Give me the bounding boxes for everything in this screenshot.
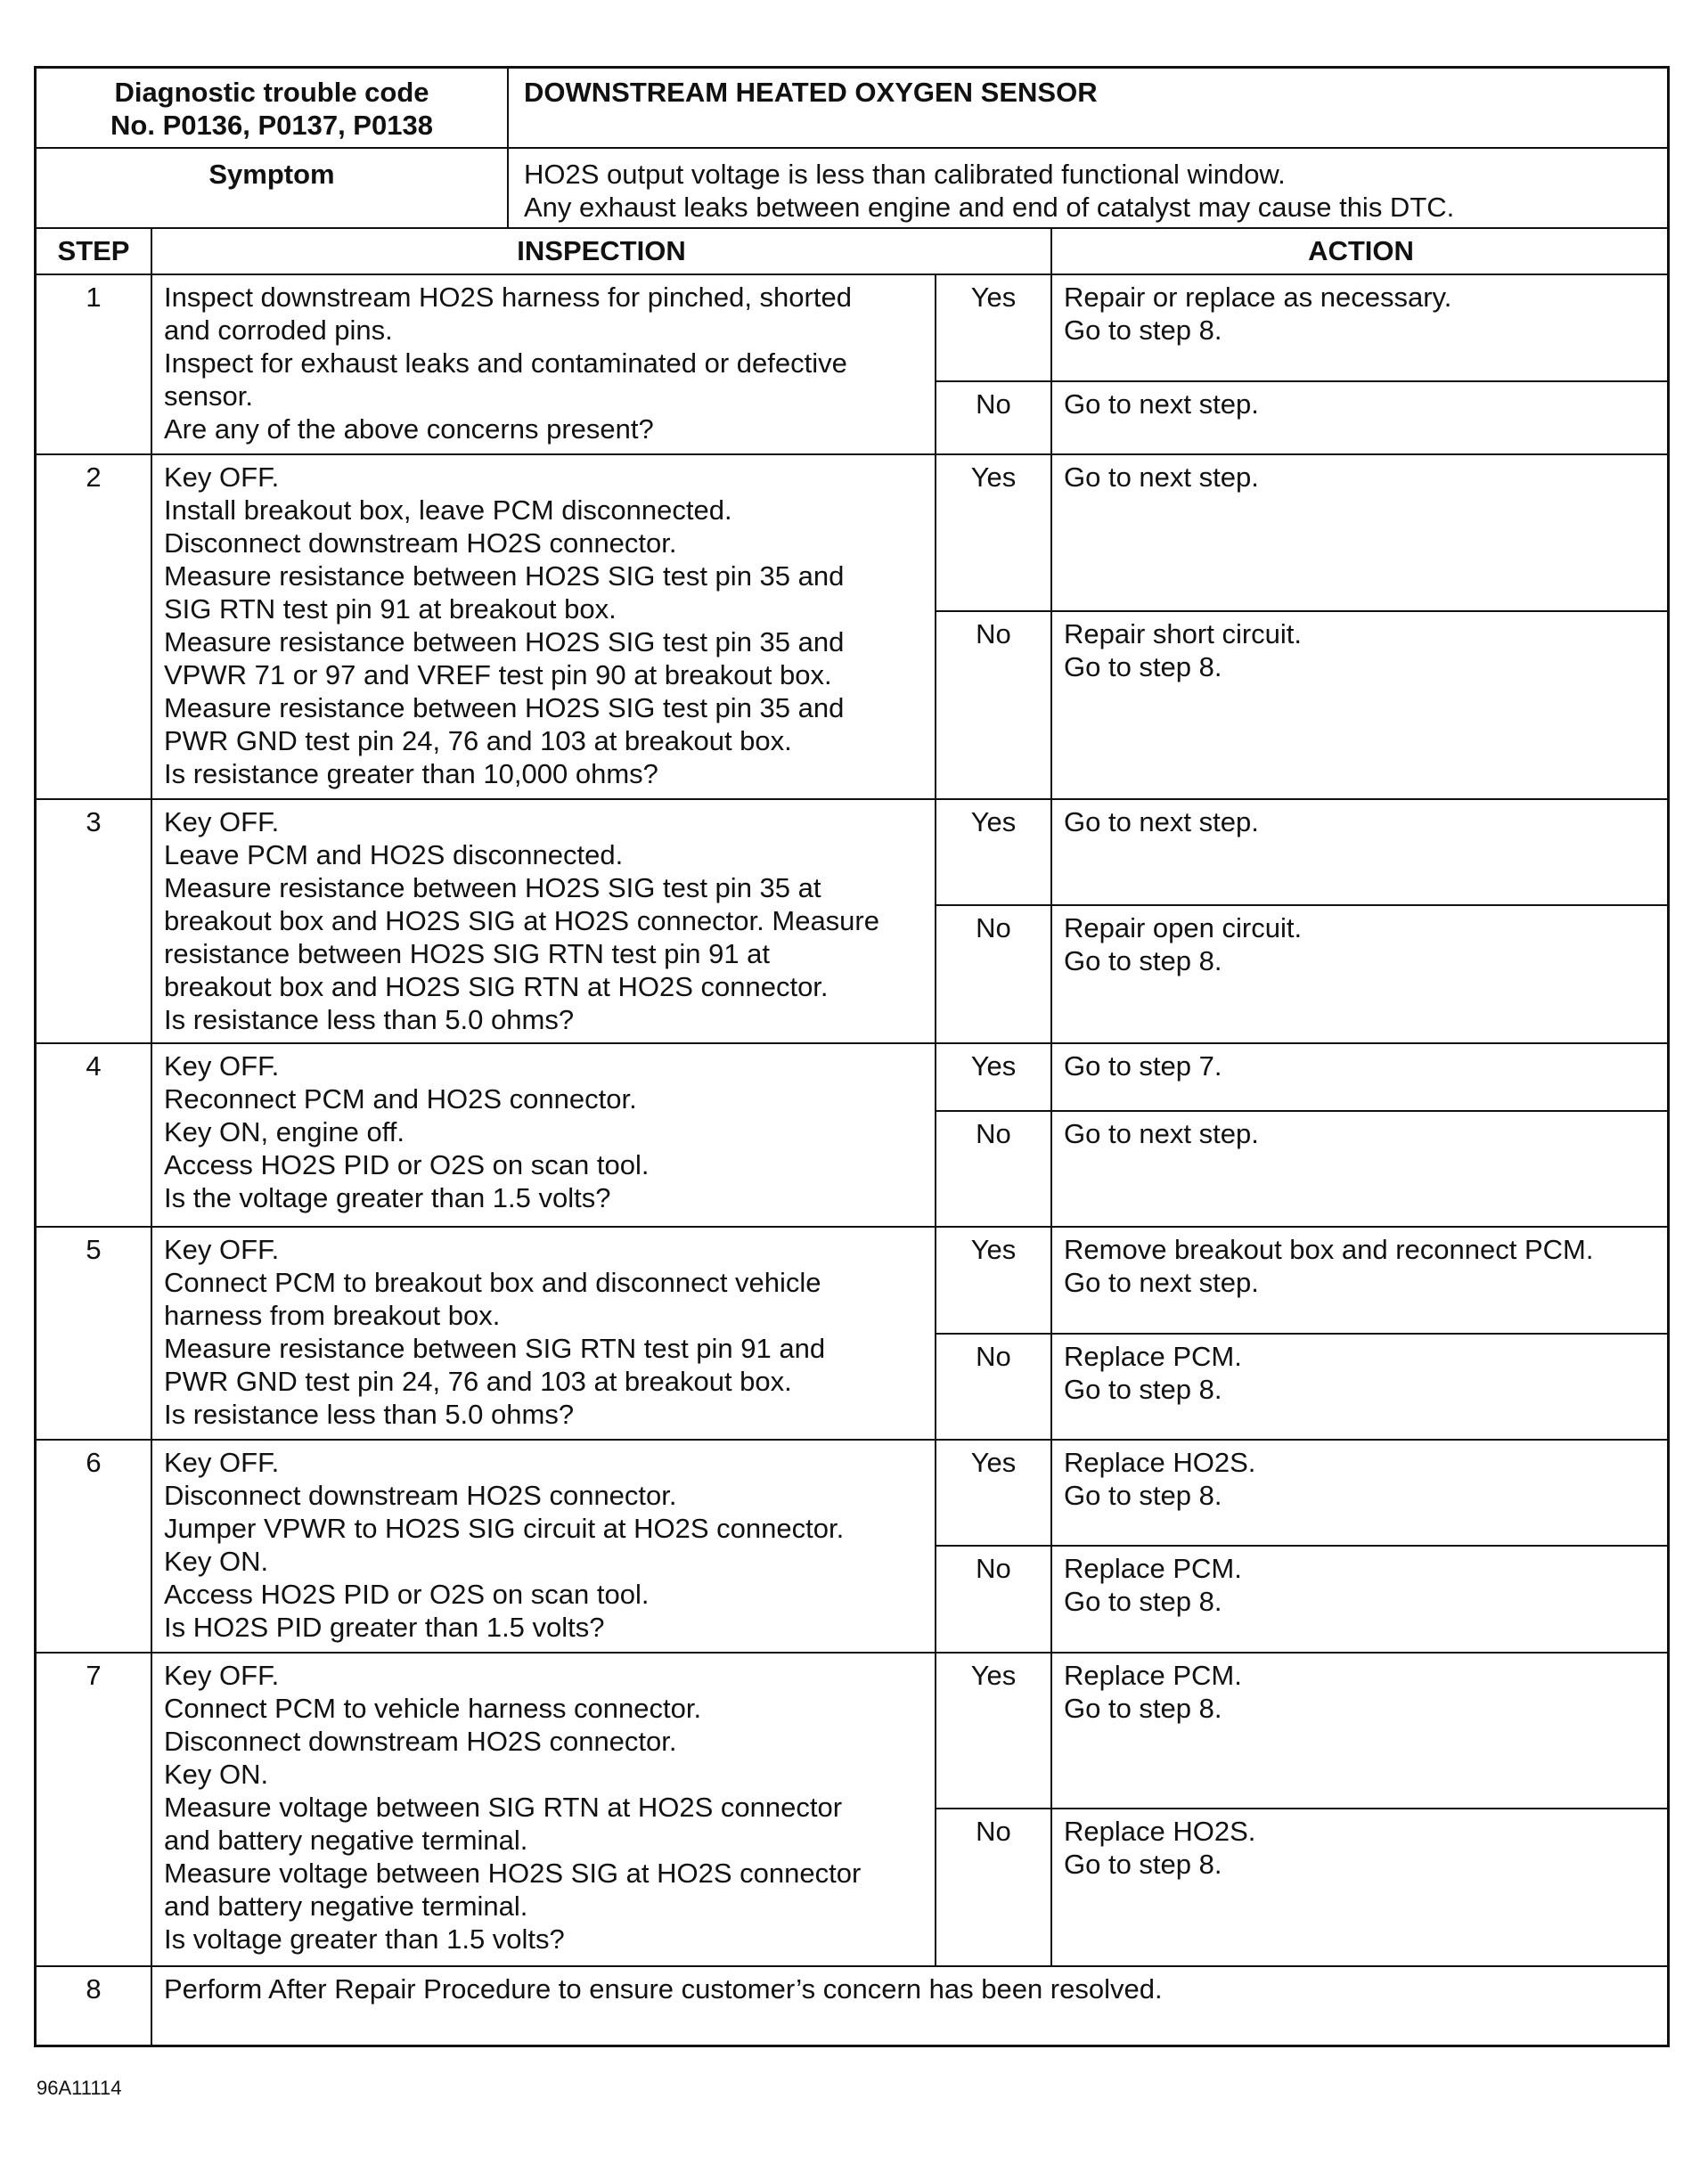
no-label: No — [976, 1341, 1011, 1372]
no-action: Repair open circuit. Go to step 8. — [1064, 912, 1303, 976]
no-label: No — [976, 618, 1011, 649]
rule-header-divider — [507, 69, 509, 227]
rule-step2-split — [935, 610, 1668, 612]
step-number: 2 — [86, 461, 102, 493]
figure-code: 96A11114 — [37, 2077, 122, 2099]
no-action: Replace PCM. Go to step 8. — [1064, 1341, 1242, 1405]
rule-step1-split — [935, 380, 1668, 382]
rule-answer-right — [1050, 274, 1052, 1965]
no-label: No — [976, 1553, 1011, 1584]
rule-step6-bottom — [37, 1652, 1667, 1654]
no-label: No — [976, 388, 1011, 420]
step-number: 7 — [86, 1660, 102, 1691]
column-header-step: STEP — [57, 235, 130, 266]
no-action: Go to next step. — [1064, 388, 1259, 420]
rule-step6-split — [935, 1545, 1668, 1547]
step-inspection: Key OFF. Reconnect PCM and HO2S connector. Key ON, engine off. Access HO2S PID or O2S on scan tool. Is the voltage greater than 1.5 volts? — [164, 1050, 650, 1213]
column-header-action: ACTION — [1308, 235, 1414, 266]
yes-action: Go to step 7. — [1064, 1050, 1222, 1082]
step-number: 8 — [86, 1973, 102, 2005]
step-inspection: Key OFF. Leave PCM and HO2S disconnected. Measure resistance between HO2S SIG test pin 35 at breakout box and HO2S SIG at HO2S connector. Measure resistance between HO2S SIG RTN test pin 91 at breakout box and HO2S SIG RTN at HO2S connector. Is resistance less than 5.0 ohms? — [164, 806, 879, 1035]
rule-step5-split — [935, 1333, 1668, 1335]
step-inspection: Perform After Repair Procedure to ensure customer’s concern has been resolved. — [164, 1973, 1163, 2005]
column-header-inspection: INSPECTION — [517, 235, 686, 266]
yes-action: Remove breakout box and reconnect PCM. Go to next step. — [1064, 1234, 1594, 1298]
rule-header-bottom — [37, 147, 1667, 149]
step-number: 6 — [86, 1447, 102, 1478]
step-number: 1 — [86, 282, 102, 313]
rule-step3-split — [935, 904, 1668, 906]
yes-label: Yes — [970, 1660, 1017, 1691]
yes-action: Repair or replace as necessary. Go to step 8. — [1064, 282, 1452, 346]
no-action: Repair short circuit. Go to step 8. — [1064, 618, 1303, 682]
step-number: 3 — [86, 806, 102, 837]
yes-action: Replace HO2S. Go to step 8. — [1064, 1447, 1256, 1511]
dtc-label: Diagnostic trouble code No. P0136, P0137, P0138 — [110, 77, 433, 141]
rule-step7-bottom — [37, 1965, 1667, 1967]
page-title: DOWNSTREAM HEATED OXYGEN SENSOR — [524, 77, 1098, 108]
rule-step4-split — [935, 1110, 1668, 1112]
step-inspection: Key OFF. Install breakout box, leave PCM disconnected. Disconnect downstream HO2S connector. Measure resistance between HO2S SIG test pin 35 and SIG RTN test pin 91 at breakout box. Measure resistance between HO2S SIG test pin 35 and VPWR 71 or 97 and VREF test pin 90 at breakout box. Measure resistance between HO2S SIG test pin 35 and PWR GND test pin 24, 76 and 103 at breakout box. Is resistance greater than 10,000 ohms? — [164, 461, 845, 789]
rule-step1-bottom — [37, 453, 1667, 455]
rule-colheader-bottom — [37, 274, 1667, 275]
yes-label: Yes — [970, 282, 1017, 313]
yes-action: Go to next step. — [1064, 461, 1259, 493]
rule-step3-bottom — [37, 1042, 1667, 1044]
step-number: 4 — [86, 1050, 102, 1082]
rule-symptom-bottom — [37, 227, 1667, 229]
rule-step2-bottom — [37, 798, 1667, 800]
yes-label: Yes — [970, 461, 1017, 493]
no-action: Go to next step. — [1064, 1118, 1259, 1149]
rule-step5-bottom — [37, 1439, 1667, 1441]
yes-label: Yes — [970, 1234, 1017, 1265]
symptom-text: HO2S output voltage is less than calibrated functional window. Any exhaust leaks between engine and end of catalyst may cause this DTC. — [524, 159, 1455, 223]
rule-step7-split — [935, 1808, 1668, 1809]
step-inspection: Key OFF. Disconnect downstream HO2S connector. Jumper VPWR to HO2S SIG circuit at HO2S connector. Key ON. Access HO2S PID or O2S on scan tool. Is HO2S PID greater than 1.5 volts? — [164, 1447, 845, 1643]
no-label: No — [976, 912, 1011, 943]
step-inspection: Key OFF. Connect PCM to breakout box and disconnect vehicle harness from breakout box. Measure resistance between SIG RTN test pin 91 and PWR GND test pin 24, 76 and 103 at breakout box. Is resistance less than 5.0 ohms? — [164, 1234, 826, 1430]
yes-action: Replace PCM. Go to step 8. — [1064, 1660, 1242, 1724]
rule-step4-bottom — [37, 1226, 1667, 1228]
yes-label: Yes — [970, 806, 1017, 837]
step-inspection: Key OFF. Connect PCM to vehicle harness connector. Disconnect downstream HO2S connector. Key ON. Measure voltage between SIG RTN at HO2S connector and battery negative terminal. Measure voltage between HO2S SIG at HO2S connector and battery negative terminal. Is voltage greater than 1.5 volts? — [164, 1660, 862, 1955]
yes-label: Yes — [970, 1050, 1017, 1082]
rule-step-column — [151, 227, 152, 2047]
diagnostic-table — [34, 66, 1670, 2047]
no-action: Replace PCM. Go to step 8. — [1064, 1553, 1242, 1617]
yes-action: Go to next step. — [1064, 806, 1259, 837]
symptom-label: Symptom — [208, 159, 335, 190]
step-inspection: Inspect downstream HO2S harness for pinched, shorted and corroded pins. Inspect for exhaust leaks and contaminated or defective sensor. Are any of the above concerns present? — [164, 282, 852, 445]
no-label: No — [976, 1816, 1011, 1847]
yes-label: Yes — [970, 1447, 1017, 1478]
no-action: Replace HO2S. Go to step 8. — [1064, 1816, 1256, 1880]
step-number: 5 — [86, 1234, 102, 1265]
no-label: No — [976, 1118, 1011, 1149]
